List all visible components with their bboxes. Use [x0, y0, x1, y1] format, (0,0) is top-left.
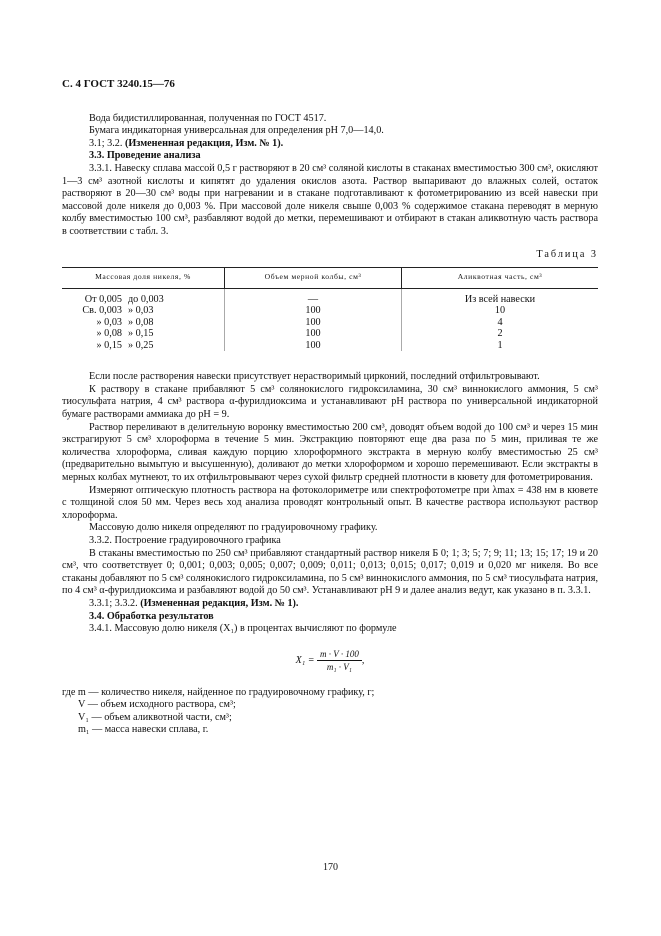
table-cell: 1	[497, 339, 503, 351]
edit-note-1-bold: (Измененная редакция, Изм. № 1).	[124, 137, 284, 149]
edit-note-1	[62, 138, 598, 151]
reagent-paper: Бумага индикаторная универсальная для определения рН 7,0—14,0.	[89, 125, 384, 137]
edit-note-2-prefix: 3.3.1; 3.3.2.	[89, 597, 138, 609]
edit-note-2-bold: (Измененная редакция, Изм. № 1).	[140, 597, 299, 609]
table-3	[62, 267, 598, 351]
paragraph-measurement: Измеряют оптическую плотность раствора на фотоколориметре или спектрофотометре при λmax = 438 нм в кювете с толщиной слоя 50 мм. Через весь ход анализа проводят контрольный опыт. В качестве раствора используют раствор хлороформа.	[62, 484, 598, 521]
table-cell: 100	[305, 328, 321, 340]
table-header-mass-fraction: Массовая доля никеля, %	[62, 268, 225, 289]
variable-definitions	[62, 687, 598, 737]
page-number: 170	[323, 862, 338, 873]
table-cell: 10	[494, 305, 506, 317]
paragraph-mass-fraction: Массовую долю никеля определяют по градуировочному графику.	[89, 522, 378, 534]
definition-v: V — объем исходного раствора, см³;	[78, 699, 236, 711]
section-3-4-heading: 3.4. Обработка результатов	[89, 610, 214, 622]
table-row	[64, 340, 222, 352]
formula-denominator: m₁ · V₁	[326, 661, 352, 672]
flask-volume-column	[225, 288, 402, 351]
table-cell: 2	[497, 328, 503, 340]
range-to: » 0,08	[128, 316, 154, 328]
table-cell: 100	[305, 305, 321, 317]
definition-m: где m — количество никеля, найденное по градуировочному графику, г;	[62, 686, 375, 698]
range-to: » 0,25	[128, 339, 154, 351]
mass-fraction-column	[62, 288, 225, 351]
table-cell: 4	[497, 316, 503, 328]
paragraph-reagent-addition: К раствору в стакане прибавляют 5 см³ солянокислого гидроксиламина, 30 см³ виннокислого аммония, 5 см³ тиосульфата натрия, 4 см³ раствора α-фурилдиоксима и устанавливают рН раствора по универсальной индикаторной бумаге растворами аммиака до рН = 9.	[62, 383, 598, 420]
table-row	[64, 328, 222, 340]
formula-numerator: m · V · 100	[317, 648, 362, 661]
definition-m1: m₁ — масса навески сплава, г.	[78, 724, 209, 736]
range-from: Св. 0,003	[82, 305, 122, 317]
table-row	[64, 305, 222, 317]
table-header-flask-volume: Объем мерной колбы, см³	[225, 268, 402, 289]
paragraph-3-3-2: 3.3.2. Построение градуировочного графика	[89, 534, 281, 546]
range-from: » 0,15	[96, 339, 122, 351]
range-to: » 0,03	[128, 305, 154, 317]
table-row	[64, 294, 222, 306]
table-header-aliquot: Аликвотная часть, см³	[402, 268, 599, 289]
document-page	[62, 78, 598, 737]
section-3-3-heading: 3.3. Проведение анализа	[89, 150, 201, 162]
formula	[62, 648, 598, 673]
paragraph-3-4-1: 3.4.1. Массовую долю никеля (X₁) в процентах вычисляют по формуле	[89, 623, 397, 635]
range-from: » 0,03	[96, 316, 122, 328]
table-cell: —	[307, 293, 319, 305]
table-cell: Из всей навески	[464, 293, 536, 305]
definition-v1: V₁ — объем аликвотной части, см³;	[78, 711, 232, 723]
range-to: до 0,003	[128, 293, 164, 305]
table-cell: 100	[305, 316, 321, 328]
formula-lhs: X₁ =	[295, 654, 315, 666]
table-row	[64, 317, 222, 329]
table-caption: Таблица 3	[536, 248, 598, 260]
range-from: » 0,08	[96, 328, 122, 340]
paragraph-extraction: Раствор переливают в делительную воронку вместимостью 200 см³, доводят объем водой до 100 см³ и через 15 мин экстрагируют 5 см³ хлороформа в течение 5 мин. Экстракцию повторяют еще два раза по 5 мин, приливая те же количества хлороформа, сливая каждую порцию хлороформного экстракта в мерную колбу вместимостью 25 см³ (предварительно вымытую и высушенную), доливают до метки хлороформом и хорошо перемешивают. Если экстракты в мерных колбах мутнеют, то их отфильтровывают через сухой фильтр средней плотности в кювету для фотометрирования.	[62, 421, 598, 483]
edit-note-1-prefix: 3.1; 3.2.	[89, 137, 123, 149]
aliquot-column	[402, 288, 599, 351]
range-to: » 0,15	[128, 328, 154, 340]
formula-tail: ,	[361, 654, 365, 666]
formula-fraction	[317, 648, 362, 673]
paragraph-zirconium: Если после растворения навески присутствует нерастворимый цирконий, последний отфильтровывают.	[89, 371, 540, 383]
range-from: От 0,005	[84, 293, 122, 305]
table-cell: 100	[305, 339, 321, 351]
paragraph-calibration: В стаканы вместимостью по 250 см³ прибавляют стандартный раствор никеля Б 0; 1; 3; 5; 7; 9; 11; 13; 15; 17; 19 и 20 см³, что соответствует 0; 0,001; 0,003; 0,005; 0,007; 0,009; 0,011; 0,013; 0,015; 0,017; 0,019 и 0,020 мг никеля. Во все стаканы добавляют по 5 см³ солянокислого гидроксиламина, по 5 см³ виннокислого аммония, по 5 см³ тиосульфата натрия, по 4 см³ α-фурилдиоксима и разбавляют водой до 50 см³. Устанавливают рН 9 и далее анализ ведут, как указано в п. 3.3.1.	[62, 547, 598, 597]
reagent-water: Вода бидистиллированная, полученная по ГОСТ 4517.	[89, 112, 327, 124]
edit-note-2	[62, 598, 598, 611]
paragraph-3-3-1: 3.3.1. Навеску сплава массой 0,5 г растворяют в 20 см³ соляной кислоты в стаканах вместимостью 300 см³, окисляют 1—3 см³ азотной кислоты и кипятят до удаления окислов азота. Раствор выпаривают до влажных солей, остаток растворяют в 20—30 см³ воды при нагревании и в стакане подготавливают к фотометрированию из всей навески при массовой доле никеля до 0,003 %. При массовой доле никеля свыше 0,003 % содержимое стакана переводят в мерную колбу вместимостью 100 см³, разбавляют водой до метки, перемешивают и отбирают в стакан аликвотную часть раствора в соответствии с табл. 3.	[62, 162, 598, 237]
running-header: С. 4 ГОСТ 3240.15—76	[62, 78, 175, 90]
